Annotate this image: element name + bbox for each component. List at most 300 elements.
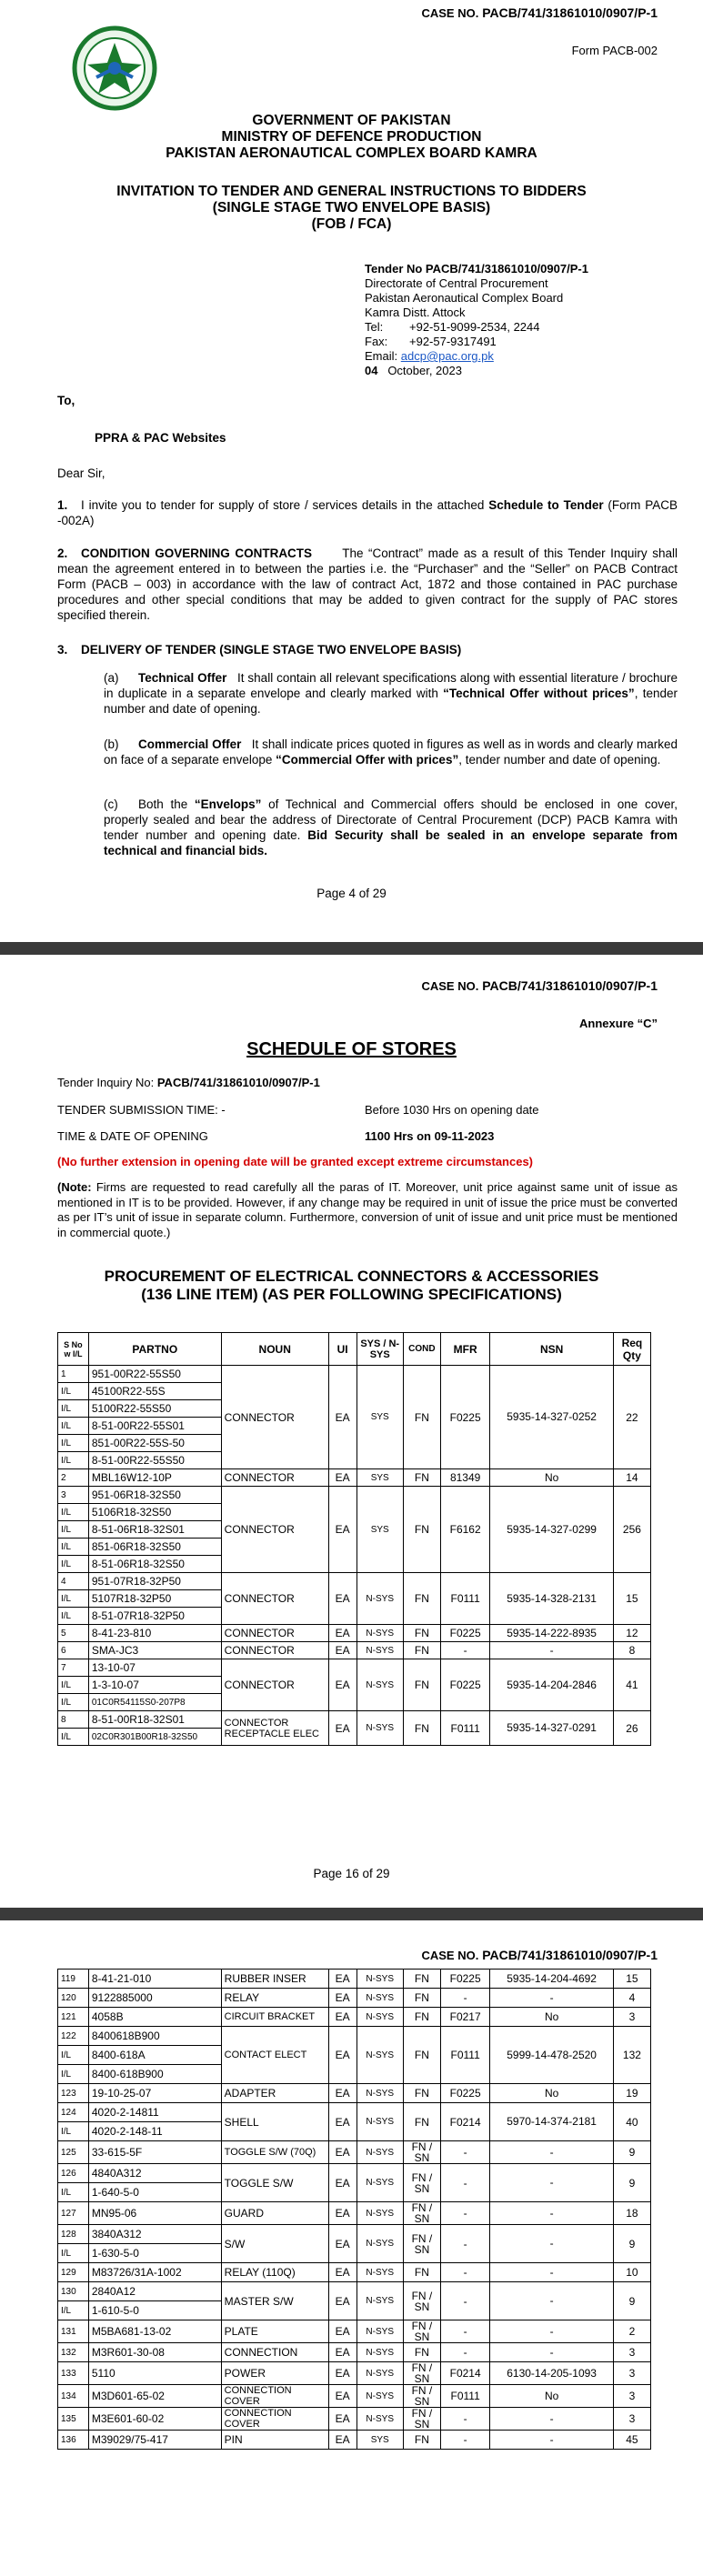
cell-mfr: F0111 bbox=[440, 1573, 489, 1625]
col-header-partno: PARTNO bbox=[88, 1333, 221, 1366]
paragraph-3a: (a) Technical Offer It shall contain all relevant specifications along with essential literature / brochure in duplicate in a separate envelope and clearly marked with “Technical Offer without prices”, tender number and date of opening. bbox=[104, 671, 678, 716]
table-row bbox=[58, 2343, 651, 2362]
table-row bbox=[58, 2263, 651, 2282]
cell-partno: 01C0R54115S0-207P8 bbox=[88, 1694, 221, 1711]
cell-mfr: F0111 bbox=[440, 2385, 489, 2408]
cell-sys: N-SYS bbox=[357, 2141, 403, 2164]
cell-cond: FN bbox=[403, 2343, 440, 2362]
cell-partno: 5110 bbox=[88, 2362, 221, 2385]
paragraph-1: 1. I invite you to tender for supply of store / services details in the attached Schedule to Tender (Form PACB -002A) bbox=[57, 498, 678, 527]
cell-partno: 8-51-00R18-32S01 bbox=[88, 1711, 221, 1729]
cell-qty: 22 bbox=[613, 1366, 650, 1469]
paragraph-3c: (c) Both the “Envelops” of Technical and Commercial offers should be enclosed in one cover, properly sealed and bear the address of Directorate of Central Procurement (DCP) PACB Kamra with tender number and opening date. Bid Security shall be sealed in an envelope separate from technical and financial bids. bbox=[104, 797, 678, 857]
cell-noun: ADAPTER bbox=[221, 2084, 328, 2103]
pacb-emblem-icon bbox=[69, 23, 160, 114]
cell-ui: EA bbox=[328, 2225, 357, 2263]
cell-sno: 129 bbox=[58, 2263, 89, 2282]
cell-sno: I/L bbox=[58, 1452, 89, 1469]
cell-mfr: - bbox=[440, 2225, 489, 2263]
table-row bbox=[58, 1970, 651, 1989]
cell-mfr: - bbox=[440, 2282, 489, 2320]
cell-partno: M83726/31A-1002 bbox=[88, 2263, 221, 2282]
cell-nsn: 5935-14-328-2131 bbox=[490, 1573, 614, 1625]
cell-noun: SHELL bbox=[221, 2103, 328, 2141]
cell-sno: I/L bbox=[58, 1504, 89, 1521]
cell-mfr: - bbox=[440, 2320, 489, 2343]
cell-mfr: - bbox=[440, 2141, 489, 2164]
cell-sno: 120 bbox=[58, 1989, 89, 2008]
cell-cond: FN bbox=[403, 1659, 440, 1711]
opening-value: 1100 Hrs on 09-11-2023 bbox=[365, 1129, 495, 1143]
cell-nsn: - bbox=[490, 2202, 614, 2225]
table-row bbox=[58, 2084, 651, 2103]
cell-sno: I/L bbox=[58, 1400, 89, 1418]
cell-mfr: F0225 bbox=[440, 1659, 489, 1711]
recipient: PPRA & PAC Websites bbox=[95, 431, 226, 445]
cell-sno: 5 bbox=[58, 1625, 89, 1642]
cell-ui: EA bbox=[328, 1989, 357, 2008]
cell-sys: N-SYS bbox=[357, 2263, 403, 2282]
cell-sno: I/L bbox=[58, 1418, 89, 1435]
cell-sys: N-SYS bbox=[357, 1573, 403, 1625]
table-row bbox=[58, 2164, 651, 2183]
cell-sno: 126 bbox=[58, 2164, 89, 2183]
cell-mfr: - bbox=[440, 1989, 489, 2008]
cell-nsn: No bbox=[490, 2084, 614, 2103]
table-row bbox=[58, 1573, 651, 1590]
cell-noun: S/W bbox=[221, 2225, 328, 2263]
case-number: CASE NO. PACB/741/31861010/0907/P-1 bbox=[421, 1948, 658, 1962]
cell-mfr: F0225 bbox=[440, 2084, 489, 2103]
cell-qty: 4 bbox=[613, 1989, 650, 2008]
cell-sys: N-SYS bbox=[357, 2202, 403, 2225]
cell-partno: 45100R22-55S bbox=[88, 1383, 221, 1400]
cell-noun: CONTACT ELECT bbox=[221, 2027, 328, 2084]
cell-noun: CONNECTOR bbox=[221, 1366, 328, 1469]
cell-ui: EA bbox=[328, 1659, 357, 1711]
cell-partno: 8400618B900 bbox=[88, 2027, 221, 2046]
cell-sno: I/L bbox=[58, 1694, 89, 1711]
cell-sno: 135 bbox=[58, 2408, 89, 2431]
cell-mfr: F0225 bbox=[440, 1366, 489, 1469]
cell-sys: N-SYS bbox=[357, 2362, 403, 2385]
cell-partno: 8400-618B900 bbox=[88, 2065, 221, 2084]
annexure-label: Annexure “C” bbox=[579, 1017, 658, 1030]
cell-sno: I/L bbox=[58, 1521, 89, 1539]
col-header-nsn: NSN bbox=[490, 1333, 614, 1366]
cell-cond: FN / SN bbox=[403, 2225, 440, 2263]
cell-mfr: F0111 bbox=[440, 1711, 489, 1746]
cell-partno: 8-51-06R18-32S01 bbox=[88, 1521, 221, 1539]
cell-partno: 8-41-21-010 bbox=[88, 1970, 221, 1989]
schedule-title: SCHEDULE OF STORES bbox=[246, 1039, 457, 1059]
cell-cond: FN bbox=[403, 1989, 440, 2008]
cell-nsn: - bbox=[490, 2408, 614, 2431]
cell-qty: 14 bbox=[613, 1469, 650, 1487]
cell-mfr: - bbox=[440, 1642, 489, 1659]
table-row bbox=[58, 2408, 651, 2431]
cell-sno: 132 bbox=[58, 2343, 89, 2362]
cell-noun: PLATE bbox=[221, 2320, 328, 2343]
cell-sno: I/L bbox=[58, 2244, 89, 2263]
cell-sno: I/L bbox=[58, 1539, 89, 1556]
col-header-cond: COND bbox=[403, 1333, 440, 1366]
cell-qty: 15 bbox=[613, 1970, 650, 1989]
cell-cond: FN bbox=[403, 1625, 440, 1642]
cell-partno: 4020-2-148-11 bbox=[88, 2122, 221, 2141]
table-row bbox=[58, 2141, 651, 2164]
cell-partno: 851-06R18-32S50 bbox=[88, 1539, 221, 1556]
cell-sno: I/L bbox=[58, 1729, 89, 1746]
cell-qty: 3 bbox=[613, 2343, 650, 2362]
cell-ui: EA bbox=[328, 2027, 357, 2084]
cell-cond: FN bbox=[403, 1573, 440, 1625]
cell-ui: EA bbox=[328, 2362, 357, 2385]
cell-partno: 5107R18-32P50 bbox=[88, 1590, 221, 1608]
cell-qty: 8 bbox=[613, 1642, 650, 1659]
cell-partno: 4058B bbox=[88, 2008, 221, 2027]
cell-partno: 4020-2-14811 bbox=[88, 2103, 221, 2122]
cell-noun: CONNECTION bbox=[221, 2343, 328, 2362]
page-separator bbox=[0, 942, 703, 955]
cell-sno: I/L bbox=[58, 1677, 89, 1694]
cell-qty: 3 bbox=[613, 2008, 650, 2027]
col-header-noun: NOUN bbox=[221, 1333, 328, 1366]
document-page-3 bbox=[0, 1920, 703, 2576]
cell-partno: SMA-JC3 bbox=[88, 1642, 221, 1659]
cell-noun: POWER bbox=[221, 2362, 328, 2385]
cell-qty: 26 bbox=[613, 1711, 650, 1746]
col-header-ui: UI bbox=[328, 1333, 357, 1366]
cell-noun: MASTER S/W bbox=[221, 2282, 328, 2320]
cell-sys: N-SYS bbox=[357, 1659, 403, 1711]
table-row bbox=[58, 1469, 651, 1487]
cell-noun: PIN bbox=[221, 2431, 328, 2450]
schedule-table-continued bbox=[57, 1969, 651, 2450]
cell-cond: FN bbox=[403, 1970, 440, 1989]
cell-noun: CONNECTION COVER bbox=[221, 2408, 328, 2431]
cell-cond: FN bbox=[403, 1711, 440, 1746]
cell-sno: 121 bbox=[58, 2008, 89, 2027]
submission-time-value: Before 1030 Hrs on opening date bbox=[365, 1103, 539, 1117]
cell-qty: 15 bbox=[613, 1573, 650, 1625]
cell-partno: 5100R22-55S50 bbox=[88, 1400, 221, 1418]
cell-noun: CONNECTOR bbox=[221, 1642, 328, 1659]
cell-mfr: - bbox=[440, 2408, 489, 2431]
cell-sno: 3 bbox=[58, 1487, 89, 1504]
cell-mfr: F0225 bbox=[440, 1625, 489, 1642]
table-row bbox=[58, 1642, 651, 1659]
cell-ui: EA bbox=[328, 1642, 357, 1659]
col-header-mfr: MFR bbox=[440, 1333, 489, 1366]
cell-mfr: 81349 bbox=[440, 1469, 489, 1487]
page-number: Page 16 of 29 bbox=[313, 1867, 390, 1880]
cell-noun: CONNECTOR bbox=[221, 1469, 328, 1487]
cell-sys: N-SYS bbox=[357, 2343, 403, 2362]
cell-nsn: 6130-14-205-1093 bbox=[490, 2362, 614, 2385]
cell-noun: CONNECTOR RECEPTACLE ELEC bbox=[221, 1711, 328, 1746]
document-page-1 bbox=[0, 0, 703, 942]
case-number: CASE NO. PACB/741/31861010/0907/P-1 bbox=[421, 978, 658, 993]
cell-qty: 41 bbox=[613, 1659, 650, 1711]
cell-nsn: - bbox=[490, 2141, 614, 2164]
cell-cond: FN / SN bbox=[403, 2385, 440, 2408]
cell-nsn: - bbox=[490, 1989, 614, 2008]
cell-cond: FN bbox=[403, 2431, 440, 2450]
table-row bbox=[58, 2362, 651, 2385]
cell-ui: EA bbox=[328, 2343, 357, 2362]
salutation: Dear Sir, bbox=[57, 466, 105, 480]
cell-nsn: - bbox=[490, 2225, 614, 2263]
cell-mfr: F0214 bbox=[440, 2362, 489, 2385]
cell-noun: CONNECTOR bbox=[221, 1573, 328, 1625]
cell-partno: 1-610-5-0 bbox=[88, 2301, 221, 2320]
no-extension-notice: (No further extension in opening date will be granted except extreme circumstances) bbox=[57, 1155, 534, 1168]
cell-qty: 3 bbox=[613, 2408, 650, 2431]
cell-partno: MBL16W12-10P bbox=[88, 1469, 221, 1487]
cell-ui: EA bbox=[328, 2320, 357, 2343]
cell-cond: FN / SN bbox=[403, 2362, 440, 2385]
cell-partno: 951-07R18-32P50 bbox=[88, 1573, 221, 1590]
cell-nsn: 5935-14-327-0291 bbox=[490, 1711, 614, 1746]
cell-partno: 8-51-00R22-55S01 bbox=[88, 1418, 221, 1435]
col-header-qty: Req Qty bbox=[613, 1333, 650, 1366]
cell-cond: FN bbox=[403, 2027, 440, 2084]
cell-sys: SYS bbox=[357, 1469, 403, 1487]
cell-cond: FN bbox=[403, 2103, 440, 2141]
cell-sys: SYS bbox=[357, 1487, 403, 1573]
cell-mfr: F0225 bbox=[440, 1970, 489, 1989]
cell-noun: CIRCUIT BRACKET bbox=[221, 2008, 328, 2027]
cell-ui: EA bbox=[328, 2282, 357, 2320]
table-row bbox=[58, 2431, 651, 2450]
cell-partno: 4840A312 bbox=[88, 2164, 221, 2183]
cell-sys: N-SYS bbox=[357, 2320, 403, 2343]
cell-ui: EA bbox=[328, 1366, 357, 1469]
schedule-table bbox=[57, 1332, 651, 1746]
cell-sno: I/L bbox=[58, 1383, 89, 1400]
cell-nsn: - bbox=[490, 2263, 614, 2282]
cell-sno: 8 bbox=[58, 1711, 89, 1729]
table-row bbox=[58, 1989, 651, 2008]
cell-sys: N-SYS bbox=[357, 2103, 403, 2141]
cell-noun: RELAY bbox=[221, 1989, 328, 2008]
paragraph-2: 2. CONDITION GOVERNING CONTRACTS The “Contract” made as a result of this Tender Inquiry shall mean the agreement entered in to between the parties i.e. the “Purchaser” and the “Seller” on PACB Contract Form (PACB – 003) in accordance with the law of contract Act, 1872 and those contained in PAC purchase procedures and other special conditions that may be added to given contract for the supply of PAC stores specified therein. bbox=[57, 546, 678, 622]
cell-ui: EA bbox=[328, 1625, 357, 1642]
cell-sno: 1 bbox=[58, 1366, 89, 1383]
cell-sys: SYS bbox=[357, 2431, 403, 2450]
cell-mfr: F0217 bbox=[440, 2008, 489, 2027]
cell-sno: 127 bbox=[58, 2202, 89, 2225]
cell-qty: 10 bbox=[613, 2263, 650, 2282]
cell-sno: I/L bbox=[58, 2046, 89, 2065]
opening-label: TIME & DATE OF OPENING bbox=[57, 1129, 208, 1143]
cell-nsn: - bbox=[490, 2282, 614, 2320]
cell-noun: CONNECTION COVER bbox=[221, 2385, 328, 2408]
email-link[interactable]: adcp@pac.org.pk bbox=[400, 349, 494, 363]
cell-partno: 33-615-5F bbox=[88, 2141, 221, 2164]
cell-mfr: F6162 bbox=[440, 1487, 489, 1573]
cell-cond: FN / SN bbox=[403, 2320, 440, 2343]
cell-nsn: No bbox=[490, 2008, 614, 2027]
submission-time-label: TENDER SUBMISSION TIME: - bbox=[57, 1103, 226, 1117]
cell-partno: 1-3-10-07 bbox=[88, 1677, 221, 1694]
cell-sys: N-SYS bbox=[357, 2225, 403, 2263]
cell-qty: 132 bbox=[613, 2027, 650, 2084]
cell-partno: 9122885000 bbox=[88, 1989, 221, 2008]
cell-cond: FN / SN bbox=[403, 2282, 440, 2320]
cell-cond: FN bbox=[403, 1469, 440, 1487]
cell-sys: N-SYS bbox=[357, 1711, 403, 1746]
note-paragraph: (Note: Firms are requested to read carefully all the paras of IT. Moreover, unit price against same unit of issue as mentioned in IT is to be provided. However, if any change may be required in unit of issue the price must be converted as per IT’s unit of issue in separate column. Furthermore, conversion of unit of issue and unit price must be mentioned in commercial quote.) bbox=[57, 1180, 678, 1239]
cell-qty: 9 bbox=[613, 2141, 650, 2164]
cell-cond: FN / SN bbox=[403, 2141, 440, 2164]
cell-qty: 19 bbox=[613, 2084, 650, 2103]
cell-sno: 134 bbox=[58, 2385, 89, 2408]
cell-nsn: 5935-14-204-2846 bbox=[490, 1659, 614, 1711]
cell-ui: EA bbox=[328, 2103, 357, 2141]
cell-partno: M3R601-30-08 bbox=[88, 2343, 221, 2362]
cell-partno: 1-640-5-0 bbox=[88, 2183, 221, 2202]
col-header-sno: S No w I/L bbox=[58, 1333, 89, 1366]
cell-cond: FN bbox=[403, 2008, 440, 2027]
cell-sys: N-SYS bbox=[357, 2408, 403, 2431]
cell-sno: 119 bbox=[58, 1970, 89, 1989]
cell-cond: FN bbox=[403, 2263, 440, 2282]
cell-sys: N-SYS bbox=[357, 2084, 403, 2103]
cell-sys: SYS bbox=[357, 1366, 403, 1469]
cell-qty: 2 bbox=[613, 2320, 650, 2343]
cell-sys: N-SYS bbox=[357, 1625, 403, 1642]
cell-ui: EA bbox=[328, 2263, 357, 2282]
cell-sys: N-SYS bbox=[357, 2164, 403, 2202]
cell-ui: EA bbox=[328, 1970, 357, 1989]
document-title: INVITATION TO TENDER AND GENERAL INSTRUCTIONS TO BIDDERS (SINGLE STAGE TWO ENVELOPE BASIS) (FOB / FCA) bbox=[116, 184, 587, 232]
table-row bbox=[58, 1366, 651, 1383]
cell-nsn: 5935-14-204-4692 bbox=[490, 1970, 614, 1989]
cell-mfr: - bbox=[440, 2202, 489, 2225]
cell-sys: N-SYS bbox=[357, 2008, 403, 2027]
table-row bbox=[58, 2027, 651, 2046]
cell-sno: 130 bbox=[58, 2282, 89, 2301]
col-header-sys: SYS / N-SYS bbox=[357, 1333, 403, 1366]
cell-noun: TOGGLE S/W bbox=[221, 2164, 328, 2202]
cell-sno: I/L bbox=[58, 1590, 89, 1608]
cell-noun: GUARD bbox=[221, 2202, 328, 2225]
cell-qty: 9 bbox=[613, 2164, 650, 2202]
table-row bbox=[58, 1625, 651, 1642]
cell-partno: 8-41-23-810 bbox=[88, 1625, 221, 1642]
cell-partno: M39029/75-417 bbox=[88, 2431, 221, 2450]
cell-ui: EA bbox=[328, 2431, 357, 2450]
cell-nsn: - bbox=[490, 2164, 614, 2202]
cell-sno: 124 bbox=[58, 2103, 89, 2122]
cell-qty: 9 bbox=[613, 2225, 650, 2263]
cell-partno: 8400-618A bbox=[88, 2046, 221, 2065]
paragraph-3b: (b) Commercial Offer It shall indicate prices quoted in figures as well as in words and clearly marked on face of a separate envelope “Commercial Offer with prices”, tender number and date of opening. bbox=[104, 737, 678, 767]
cell-sno: 7 bbox=[58, 1659, 89, 1677]
cell-partno: 851-00R22-55S-50 bbox=[88, 1435, 221, 1452]
cell-sno: I/L bbox=[58, 2183, 89, 2202]
to-label: To, bbox=[57, 394, 75, 407]
cell-sno: 136 bbox=[58, 2431, 89, 2450]
cell-cond: FN bbox=[403, 1642, 440, 1659]
cell-partno: 8-51-00R22-55S50 bbox=[88, 1452, 221, 1469]
procurement-heading: PROCUREMENT OF ELECTRICAL CONNECTORS & ACCESSORIES (136 LINE ITEM) (AS PER FOLLOWING SPECIFICATIONS) bbox=[104, 1268, 599, 1303]
cell-sys: N-SYS bbox=[357, 2385, 403, 2408]
page-separator bbox=[0, 1908, 703, 1920]
cell-partno: 8-51-06R18-32S50 bbox=[88, 1556, 221, 1573]
cell-ui: EA bbox=[328, 1573, 357, 1625]
cell-nsn: 5935-14-327-0252 bbox=[490, 1366, 614, 1469]
cell-ui: EA bbox=[328, 1487, 357, 1573]
tender-inquiry: Tender Inquiry No: PACB/741/31861010/0907/P-1 bbox=[57, 1076, 320, 1089]
cell-sno: 122 bbox=[58, 2027, 89, 2046]
cell-ui: EA bbox=[328, 2164, 357, 2202]
cell-cond: FN / SN bbox=[403, 2202, 440, 2225]
cell-partno: 3840A312 bbox=[88, 2225, 221, 2244]
cell-mfr: F0214 bbox=[440, 2103, 489, 2141]
cell-partno: 951-06R18-32S50 bbox=[88, 1487, 221, 1504]
cell-qty: 45 bbox=[613, 2431, 650, 2450]
table-row bbox=[58, 1487, 651, 1504]
cell-nsn: - bbox=[490, 1642, 614, 1659]
cell-nsn: 5935-14-327-0299 bbox=[490, 1487, 614, 1573]
table-row bbox=[58, 2008, 651, 2027]
cell-sno: 2 bbox=[58, 1469, 89, 1487]
cell-nsn: - bbox=[490, 2320, 614, 2343]
cell-sno: 133 bbox=[58, 2362, 89, 2385]
cell-ui: EA bbox=[328, 2008, 357, 2027]
cell-nsn: No bbox=[490, 1469, 614, 1487]
cell-nsn: - bbox=[490, 2343, 614, 2362]
cell-sno: I/L bbox=[58, 1608, 89, 1625]
cell-sno: I/L bbox=[58, 2301, 89, 2320]
cell-mfr: - bbox=[440, 2431, 489, 2450]
cell-noun: RUBBER INSER bbox=[221, 1970, 328, 1989]
cell-partno: 8-51-07R18-32P50 bbox=[88, 1608, 221, 1625]
cell-partno: 1-630-5-0 bbox=[88, 2244, 221, 2263]
cell-cond: FN bbox=[403, 1366, 440, 1469]
cell-sno: I/L bbox=[58, 1556, 89, 1573]
page-number: Page 4 of 29 bbox=[316, 887, 387, 900]
cell-sys: N-SYS bbox=[357, 1989, 403, 2008]
cell-ui: EA bbox=[328, 1711, 357, 1746]
cell-ui: EA bbox=[328, 2084, 357, 2103]
cell-cond: FN / SN bbox=[403, 2164, 440, 2202]
cell-sno: 128 bbox=[58, 2225, 89, 2244]
cell-partno: M5BA681-13-02 bbox=[88, 2320, 221, 2343]
cell-partno: M3E601-60-02 bbox=[88, 2408, 221, 2431]
cell-nsn: No bbox=[490, 2385, 614, 2408]
cell-partno: 19-10-25-07 bbox=[88, 2084, 221, 2103]
cell-qty: 12 bbox=[613, 1625, 650, 1642]
cell-qty: 40 bbox=[613, 2103, 650, 2141]
cell-sno: I/L bbox=[58, 2065, 89, 2084]
cell-nsn: 5970-14-374-2181 bbox=[490, 2103, 614, 2141]
cell-ui: EA bbox=[328, 1469, 357, 1487]
cell-sno: 6 bbox=[58, 1642, 89, 1659]
table-row bbox=[58, 2103, 651, 2122]
table-row bbox=[58, 1659, 651, 1677]
cell-noun: CONNECTOR bbox=[221, 1625, 328, 1642]
cell-cond: FN / SN bbox=[403, 2408, 440, 2431]
cell-cond: FN bbox=[403, 2084, 440, 2103]
cell-mfr: - bbox=[440, 2263, 489, 2282]
cell-nsn: 5999-14-478-2520 bbox=[490, 2027, 614, 2084]
cell-sno: I/L bbox=[58, 2122, 89, 2141]
cell-ui: EA bbox=[328, 2385, 357, 2408]
